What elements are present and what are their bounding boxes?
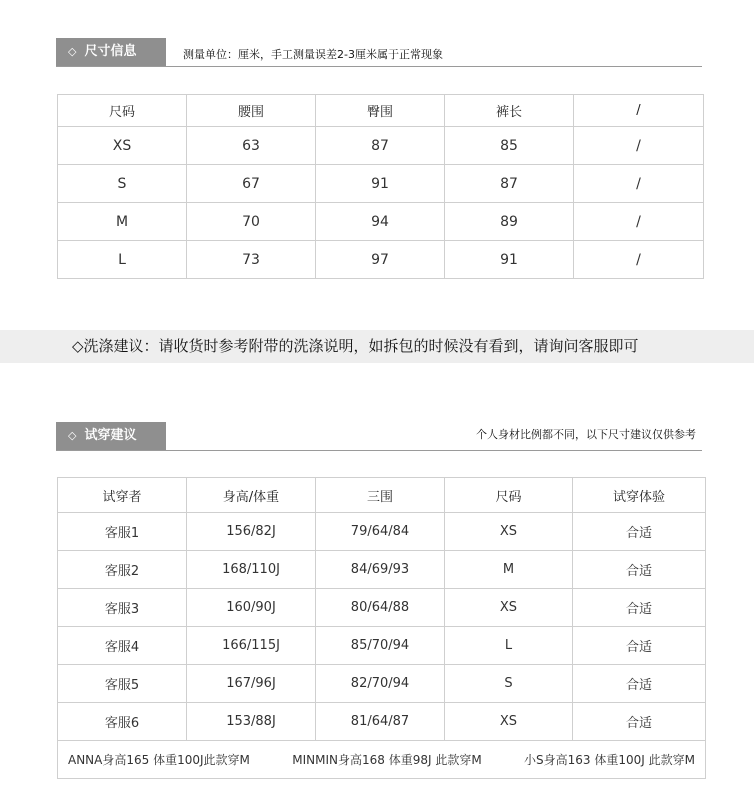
try-table-header-row bbox=[58, 478, 706, 513]
summary-item: ANNA身高165 体重100J此款穿M bbox=[68, 753, 250, 767]
table-cell: 67 bbox=[187, 165, 316, 203]
column-header: 臀围 bbox=[316, 95, 445, 127]
table-cell: S bbox=[445, 665, 573, 703]
table-cell: 合适 bbox=[573, 589, 706, 627]
table-cell: XS bbox=[58, 127, 187, 165]
table-cell: L bbox=[445, 627, 573, 665]
measurement-note: 测量单位：厘米，手工测量误差2-3厘米属于正常现象 bbox=[183, 48, 443, 61]
column-header: 腰围 bbox=[187, 95, 316, 127]
table-cell: 160/90J bbox=[187, 589, 316, 627]
table-row bbox=[58, 589, 706, 627]
summary-item: 小S身高163 体重100J 此款穿M bbox=[524, 753, 695, 767]
table-cell: 合适 bbox=[573, 665, 706, 703]
table-row bbox=[58, 203, 704, 241]
column-header: 尺码 bbox=[58, 95, 187, 127]
table-cell: 91 bbox=[445, 241, 574, 279]
table-cell: 客服2 bbox=[58, 551, 187, 589]
size-info-tag bbox=[56, 38, 166, 66]
table-row bbox=[58, 703, 706, 741]
size-table-header-row bbox=[58, 95, 704, 127]
diamond-icon: ◇ bbox=[68, 45, 77, 58]
table-cell: 客服3 bbox=[58, 589, 187, 627]
try-on-table bbox=[57, 477, 706, 779]
table-cell: 73 bbox=[187, 241, 316, 279]
table-row bbox=[58, 127, 704, 165]
column-header: 尺码 bbox=[445, 478, 573, 513]
table-cell: 合适 bbox=[573, 627, 706, 665]
table-row bbox=[58, 241, 704, 279]
wash-advice: ◇洗涤建议：请收货时参考附带的洗涤说明，如拆包的时候没有看到，请询问客服即可 bbox=[0, 330, 754, 363]
table-cell: / bbox=[574, 241, 704, 279]
table-cell: 168/110J bbox=[187, 551, 316, 589]
table-cell: 80/64/88 bbox=[316, 589, 445, 627]
table-cell: 70 bbox=[187, 203, 316, 241]
table-cell: 81/64/87 bbox=[316, 703, 445, 741]
table-cell: 85 bbox=[445, 127, 574, 165]
table-row bbox=[58, 627, 706, 665]
table-cell: L bbox=[58, 241, 187, 279]
table-cell: 94 bbox=[316, 203, 445, 241]
table-cell: 合适 bbox=[573, 551, 706, 589]
table-cell: 87 bbox=[316, 127, 445, 165]
table-cell: 合适 bbox=[573, 513, 706, 551]
size-info-header bbox=[56, 38, 702, 67]
size-table bbox=[57, 94, 704, 279]
table-cell: 89 bbox=[445, 203, 574, 241]
fit-advice-title: 试穿建议 bbox=[84, 428, 137, 443]
summary-cell bbox=[58, 741, 706, 779]
table-cell: 87 bbox=[445, 165, 574, 203]
table-cell: 客服6 bbox=[58, 703, 187, 741]
size-info-title: 尺寸信息 bbox=[84, 44, 137, 59]
table-cell: 客服5 bbox=[58, 665, 187, 703]
table-row bbox=[58, 513, 706, 551]
table-cell: XS bbox=[445, 513, 573, 551]
table-cell: 82/70/94 bbox=[316, 665, 445, 703]
table-cell: 166/115J bbox=[187, 627, 316, 665]
table-row bbox=[58, 551, 706, 589]
column-header: 裤长 bbox=[445, 95, 574, 127]
table-row bbox=[58, 665, 706, 703]
fit-advice-note: 个人身材比例都不同，以下尺寸建议仅供参考 bbox=[476, 428, 696, 441]
diamond-icon: ◇ bbox=[68, 429, 77, 442]
table-cell: 91 bbox=[316, 165, 445, 203]
column-header: 试穿体验 bbox=[573, 478, 706, 513]
column-header: 三围 bbox=[316, 478, 445, 513]
table-cell: S bbox=[58, 165, 187, 203]
fit-advice-tag bbox=[56, 422, 166, 450]
table-cell: / bbox=[574, 203, 704, 241]
table-cell: 97 bbox=[316, 241, 445, 279]
column-header: 身高/体重 bbox=[187, 478, 316, 513]
table-cell: 153/88J bbox=[187, 703, 316, 741]
table-cell: XS bbox=[445, 589, 573, 627]
fit-advice-header bbox=[56, 422, 702, 451]
table-cell: 156/82J bbox=[187, 513, 316, 551]
table-cell: 合适 bbox=[573, 703, 706, 741]
table-cell: 客服4 bbox=[58, 627, 187, 665]
table-cell: / bbox=[574, 127, 704, 165]
table-cell: 85/70/94 bbox=[316, 627, 445, 665]
table-row bbox=[58, 165, 704, 203]
summary-line bbox=[68, 751, 695, 768]
table-cell: 84/69/93 bbox=[316, 551, 445, 589]
table-cell: 客服1 bbox=[58, 513, 187, 551]
column-header: 试穿者 bbox=[58, 478, 187, 513]
column-header: / bbox=[574, 95, 704, 127]
table-cell: 63 bbox=[187, 127, 316, 165]
summary-row bbox=[58, 741, 706, 779]
table-cell: / bbox=[574, 165, 704, 203]
table-cell: M bbox=[445, 551, 573, 589]
table-cell: M bbox=[58, 203, 187, 241]
table-cell: 79/64/84 bbox=[316, 513, 445, 551]
summary-item: MINMIN身高168 体重98J 此款穿M bbox=[292, 753, 482, 767]
table-cell: 167/96J bbox=[187, 665, 316, 703]
table-cell: XS bbox=[445, 703, 573, 741]
